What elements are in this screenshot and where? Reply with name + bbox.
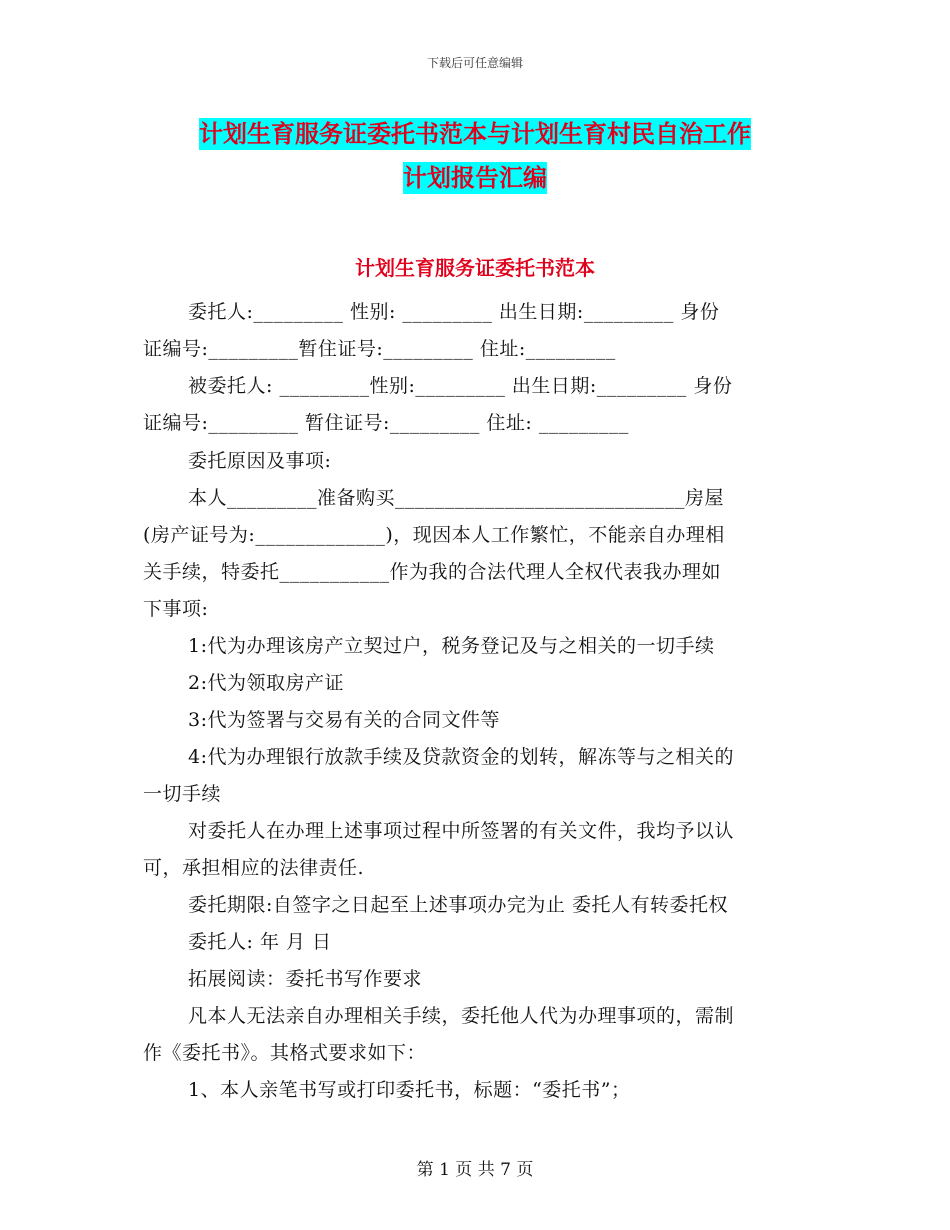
body-line: 拓展阅读：委托书写作要求 <box>188 968 423 990</box>
page-number-footer: 第 1 页 共 7 页 <box>416 1160 534 1180</box>
section-title: 计划生育服务证委托书范本 <box>355 256 595 280</box>
body-line: 可，承担相应的法律责任. <box>143 857 365 879</box>
body-line: 下事项: <box>143 598 209 620</box>
body-line: 4:代为办理银行放款手续及贷款资金的划转，解冻等与之相关的 <box>188 746 734 768</box>
body-line: 证编号:_________ 暂住证号:_________ 住址: _________ <box>143 412 629 434</box>
body-line: 凡本人无法亲自办理相关手续，委托他人代为办理事项的，需制 <box>188 1005 735 1027</box>
body-line: (房产证号为:_____________)，现因本人工作繁忙，不能亲自办理相 <box>143 524 725 546</box>
body-line: 1、本人亲笔书写或打印委托书，标题：“委托书”； <box>188 1079 631 1101</box>
body-line: 关手续，特委托___________作为我的合法代理人全权代表我办理如 <box>143 561 722 583</box>
body-line: 作《委托书》。其格式要求如下： <box>143 1042 427 1064</box>
body-line: 本人_________准备购买_____________________________房屋 <box>188 487 725 509</box>
document-title-line-2 <box>0 158 950 193</box>
title-highlight-1: 计划生育服务证委托书范本与计划生育村民自治工作 <box>199 120 751 148</box>
body-line: 3:代为签署与交易有关的合同文件等 <box>188 709 500 731</box>
body-line: 被委托人: _________性别:_________ 出生日期:_________ 身份 <box>188 375 733 397</box>
body-line: 委托人: 年 月 日 <box>188 931 332 953</box>
title-highlight-2: 计划报告汇编 <box>403 164 547 192</box>
document-title-line-1 <box>0 114 950 149</box>
body-line: 2:代为领取房产证 <box>188 672 344 694</box>
body-line: 委托期限:自签字之日起至上述事项办完为止 委托人有转委托权 <box>188 894 728 916</box>
page-header-note: 下载后可任意编辑 <box>426 56 523 70</box>
body-line: 一切手续 <box>143 783 222 805</box>
body-line: 委托原因及事项: <box>188 450 332 472</box>
body-line: 委托人:_________ 性别: _________ 出生日期:_________ 身份 <box>188 301 720 323</box>
body-line: 证编号:_________暂住证号:_________ 住址:_________ <box>143 338 616 360</box>
body-line: 1:代为办理该房产立契过户，税务登记及与之相关的一切手续 <box>188 635 715 657</box>
body-line: 对委托人在办理上述事项过程中所签署的有关文件，我均予以认 <box>188 820 735 842</box>
